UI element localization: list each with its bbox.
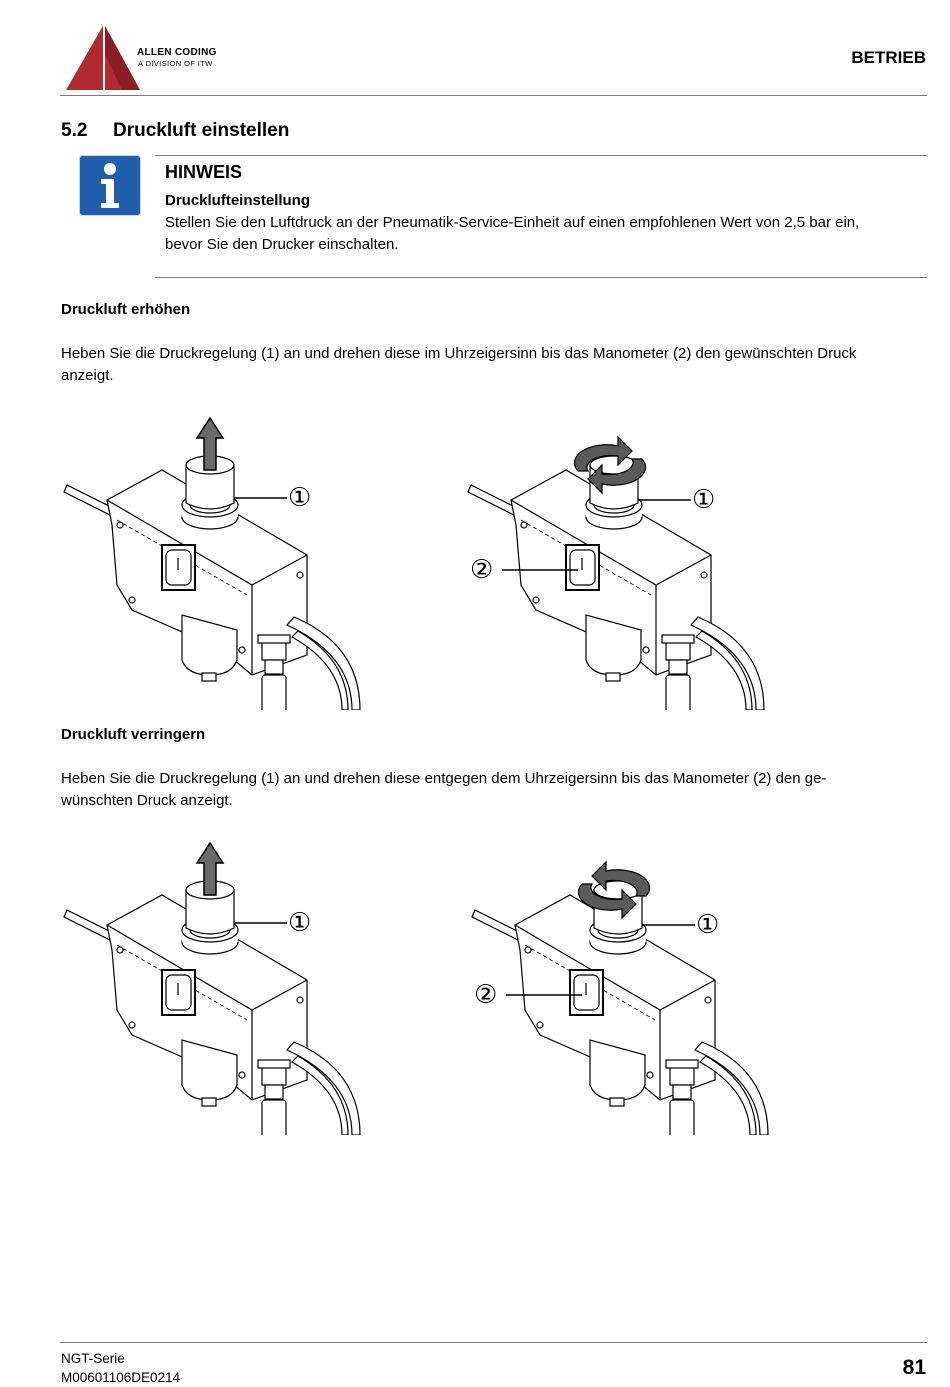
pneumatic-unit-illustration xyxy=(466,410,776,710)
pneumatic-unit-illustration xyxy=(62,835,372,1135)
footer-divider xyxy=(60,1342,927,1343)
brand-logo-icon xyxy=(64,22,142,92)
increase-text-line2: anzeigt. xyxy=(61,367,114,384)
callout-2: ② xyxy=(474,979,498,1009)
notice-text-line1: Stellen Sie den Luftdruck an der Pneumatik-Service-Einheit auf einen empfohlenen Wert von 2,5 bar ein, xyxy=(165,214,860,231)
callout-1: ① xyxy=(692,484,716,514)
decrease-heading: Druckluft verringern xyxy=(61,726,206,743)
notice-top-rule xyxy=(155,155,927,156)
increase-text-line1: Heben Sie die Druckregelung (1) an und drehen diese im Uhrzeigersinn bis das Manometer (2) den gewünschten Druck xyxy=(61,345,857,362)
brand-subtitle: A DIVISION OF ITW xyxy=(138,59,213,68)
decrease-text-line1: Heben Sie die Druckregelung (1) an und drehen diese entgegen dem Uhrzeigersinn bis das Manometer (2) den ge- xyxy=(61,770,827,787)
footer-series: NGT-Serie xyxy=(61,1351,125,1366)
figure-lift-knob-increase xyxy=(62,410,372,710)
figure-rotate-counterclockwise xyxy=(470,835,780,1135)
callout-2: ② xyxy=(470,554,494,584)
brand-name: ALLEN CODING xyxy=(137,47,217,58)
figure-rotate-clockwise xyxy=(466,410,776,710)
header-divider xyxy=(60,95,927,96)
figure-lift-knob-decrease xyxy=(62,835,372,1135)
section-number: 5.2 xyxy=(61,120,88,141)
section-title: Druckluft einstellen xyxy=(113,120,290,141)
decrease-text-line2: wünschten Druck anzeigt. xyxy=(61,792,233,809)
callout-1: ① xyxy=(288,907,312,937)
notice-text-line2: bevor Sie den Drucker einschalten. xyxy=(165,236,399,253)
notice-bottom-rule xyxy=(155,277,927,278)
notice-subtitle: Drucklufteinstellung xyxy=(165,192,311,209)
page-number: 81 xyxy=(902,1356,926,1379)
pneumatic-unit-illustration xyxy=(470,835,780,1135)
pneumatic-unit-illustration xyxy=(62,410,372,710)
notice-title: HINWEIS xyxy=(165,162,243,182)
callout-1: ① xyxy=(696,909,720,939)
footer-doc-number: M00601106DE0214 xyxy=(61,1370,181,1385)
chapter-label: BETRIEB xyxy=(851,48,926,67)
info-icon xyxy=(79,155,141,216)
callout-1: ① xyxy=(288,482,312,512)
increase-heading: Druckluft erhöhen xyxy=(61,301,191,318)
